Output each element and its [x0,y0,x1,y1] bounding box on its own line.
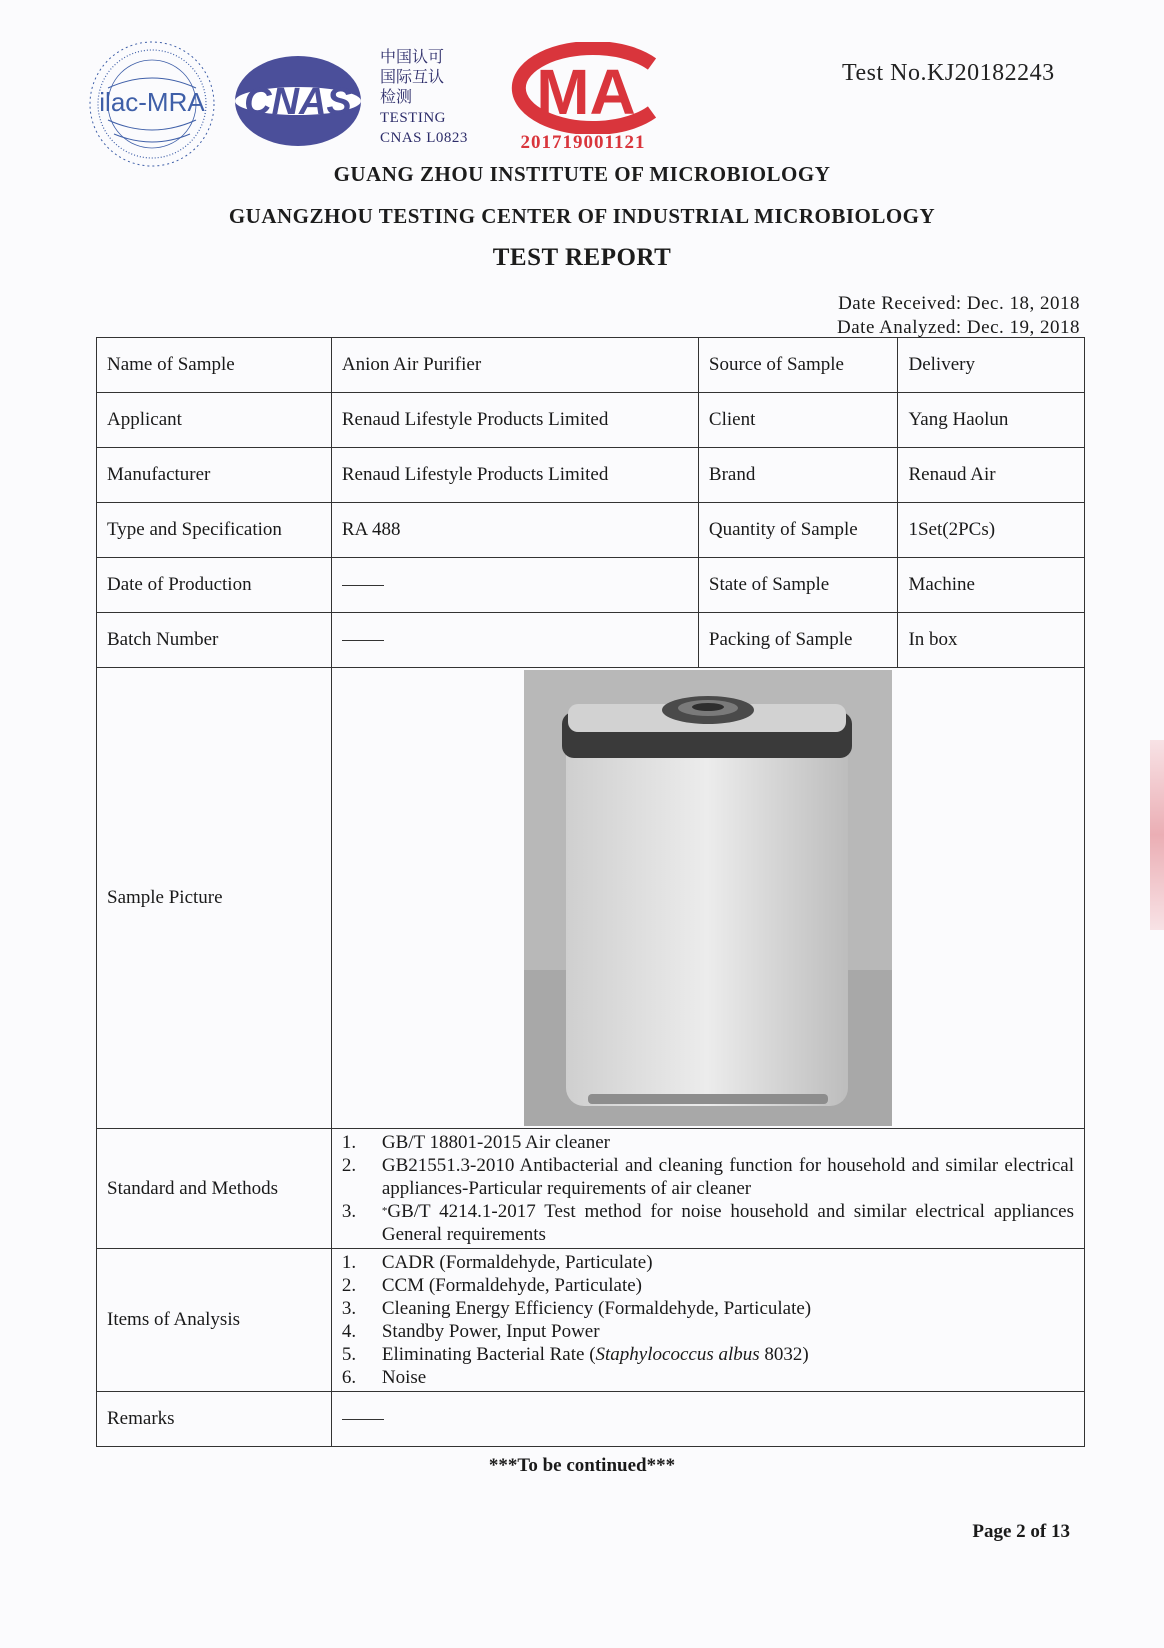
page-number: Page 2 of 13 [972,1521,1070,1542]
list-item: 3. Cleaning Energy Efficiency (Formaldehyde, Particulate) [341,1298,812,1319]
test-number: Test No.KJ20182243 [842,60,1055,86]
empty-dash [342,1419,384,1420]
table-row [97,393,1085,448]
row-value: Renaud Air [898,448,1085,503]
row-label: State of Sample [698,558,898,613]
date-analyzed: Date Analyzed: Dec. 19, 2018 [837,317,1080,338]
row-value: Renaud Lifestyle Products Limited [331,448,698,503]
sample-info-table [96,337,1085,1447]
table-row [97,668,1085,1129]
list-item: 5. Eliminating Bacterial Rate (Staphylococcus albus 8032) [341,1344,809,1365]
row-label: Batch Number [97,613,332,668]
row-label: Packing of Sample [698,613,898,668]
table-row [97,448,1085,503]
to-be-continued: ***To be continued*** [488,1455,676,1476]
list-item: 3. *GB/T 4214.1-2017 Test method for noise household and similar electrical appliances General requirements [341,1201,1074,1245]
center-name: GUANGZHOU TESTING CENTER OF INDUSTRIAL MICROBIOLOGY [228,204,936,228]
row-value: Yang Haolun [898,393,1085,448]
list-item: 6. Noise [341,1367,427,1388]
cnas-logo [232,52,364,150]
row-label: Client [698,393,898,448]
empty-dash [342,585,384,586]
standards-list [342,1131,1074,1246]
row-value: Anion Air Purifier [331,338,698,393]
row-label: Sample Picture [97,668,332,1129]
report-dates [700,292,1080,340]
table-row [97,338,1085,393]
analysis-cell [331,1249,1084,1392]
row-label: Manufacturer [97,448,332,503]
row-value-empty [331,613,698,668]
row-label: Brand [698,448,898,503]
row-label: Remarks [97,1392,332,1447]
row-value: Renaud Lifestyle Products Limited [331,393,698,448]
ilac-text: ilac-MRA [99,87,205,117]
cma-logo [502,42,664,134]
cnas-accreditation-text: 中国认可 国际互认 检测 TESTING CNAS L0823 [380,49,468,146]
ilac-mra-logo [84,38,220,170]
cma-text: MA [536,56,636,128]
cnas-text: CNAS [244,81,352,123]
row-label: Date of Production [97,558,332,613]
list-item: 2. GB21551.3-2010 Antibacterial and cleaning function for household and similar electrical appliances-Particular requirements of air cleaner [341,1155,1074,1199]
row-label: Name of Sample [97,338,332,393]
table-row [97,1129,1085,1249]
institute-name: GUANG ZHOU INSTITUTE OF MICROBIOLOGY [333,162,831,186]
date-received: Date Received: Dec. 18, 2018 [838,293,1080,314]
sample-picture-cell [331,668,1084,1129]
row-value: In box [898,613,1085,668]
row-value: RA 488 [331,503,698,558]
report-title: TEST REPORT [492,244,672,271]
row-value: Delivery [898,338,1085,393]
row-value: 1Set(2PCs) [898,503,1085,558]
table-row [97,558,1085,613]
row-label: Standard and Methods [97,1129,332,1249]
analysis-list [342,1251,1074,1389]
red-stamp-edge [1150,740,1164,930]
row-label: Quantity of Sample [698,503,898,558]
cma-number: 201719001121 [520,132,646,153]
standards-cell [331,1129,1084,1249]
remarks-cell [331,1392,1084,1447]
list-item: 1. GB/T 18801-2015 Air cleaner [341,1132,610,1153]
row-label: Source of Sample [698,338,898,393]
list-item: 1. CADR (Formaldehyde, Particulate) [341,1252,653,1273]
table-row [97,1392,1085,1447]
table-row [97,613,1085,668]
row-value: Machine [898,558,1085,613]
table-row [97,503,1085,558]
list-item: 4. Standby Power, Input Power [341,1321,600,1342]
sample-photo [524,670,892,1126]
table-row [97,1249,1085,1392]
list-item: 2. CCM (Formaldehyde, Particulate) [341,1275,642,1296]
row-label: Applicant [97,393,332,448]
asterisk-mark: * [381,1205,388,1217]
row-label: Type and Specification [97,503,332,558]
row-label: Items of Analysis [97,1249,332,1392]
empty-dash [342,640,384,641]
row-value-empty [331,558,698,613]
